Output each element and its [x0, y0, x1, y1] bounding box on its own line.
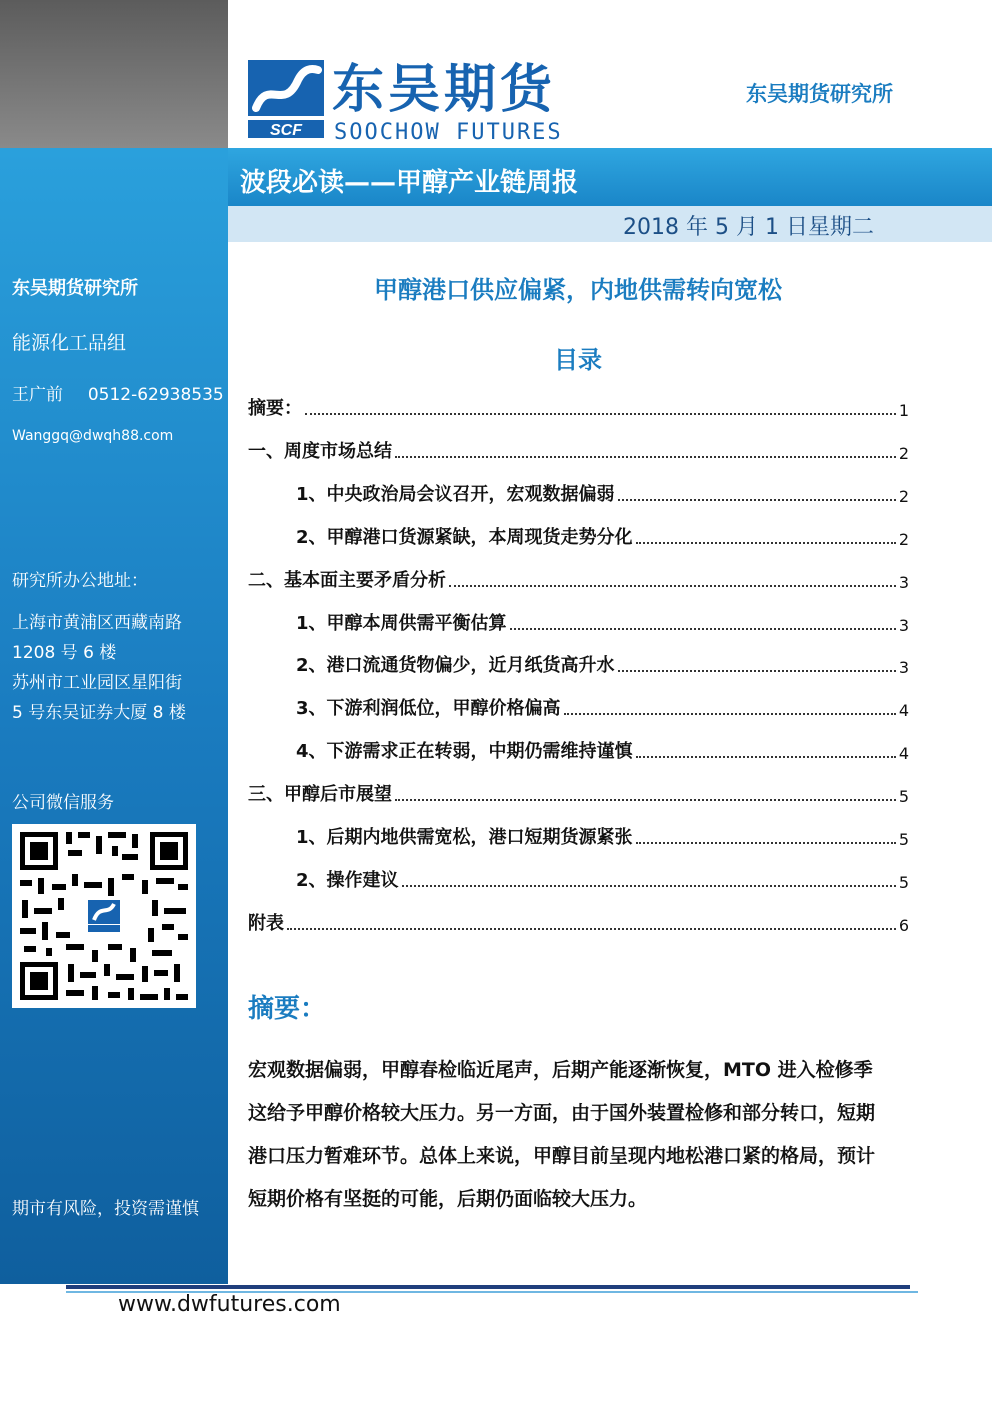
toc-item-label: 1、后期内地供需宽松，港口短期货源紧张 — [296, 827, 633, 848]
toc-item-label: 三、甲醇后市展望 — [248, 784, 392, 805]
toc-item-page: 5 — [898, 830, 909, 849]
toc-leader-dots — [618, 499, 896, 501]
toc-leader-dots — [402, 885, 896, 887]
report-date-bar — [228, 206, 992, 242]
summary-line: 短期价格有坚挺的可能，后期仍面临较大压力。 — [248, 1188, 648, 1210]
toc-item-label: 附表 — [248, 913, 284, 934]
toc-item[interactable] — [248, 394, 909, 420]
address-line: 苏州市工业园区星阳街 — [12, 673, 182, 693]
toc-leader-dots — [636, 542, 896, 544]
address-line: 1208 号 6 楼 — [12, 643, 117, 663]
risk-note: 期市有风险，投资需谨慎 — [12, 1199, 199, 1219]
toc-item[interactable] — [248, 909, 909, 935]
toc-leader-dots — [636, 756, 896, 758]
toc-item-label: 3、下游利润低位，甲醇价格偏高 — [296, 698, 561, 719]
toc-item[interactable] — [296, 651, 909, 677]
toc-item-page: 2 — [898, 487, 909, 506]
sidebar-analyst — [12, 380, 224, 405]
analyst-phone: 0512-62938535 — [87, 385, 224, 405]
toc-item-page: 5 — [898, 787, 909, 806]
toc-item[interactable] — [296, 866, 909, 892]
toc-item-page: 5 — [898, 873, 909, 892]
sidebar-group: 能源化工品组 — [12, 332, 127, 354]
header-org: 东吴期货研究所 — [746, 82, 893, 106]
company-logo — [248, 60, 588, 144]
toc-item-label: 一、周度市场总结 — [248, 441, 392, 462]
toc-item[interactable] — [296, 609, 909, 635]
logo-english-name: SOOCHOW FUTURES — [334, 120, 563, 145]
logo-mark-text: SCF — [270, 122, 302, 138]
toc-item-page: 2 — [898, 530, 909, 549]
toc-item-page: 6 — [898, 916, 909, 935]
toc-leader-dots — [510, 628, 896, 630]
toc-item-label: 2、操作建议 — [296, 870, 399, 891]
toc-title: 目录 — [554, 346, 602, 374]
toc-item-label: 2、港口流通货物偏少，近月纸货高升水 — [296, 655, 615, 676]
toc-item-page: 3 — [898, 616, 909, 635]
toc-item[interactable] — [296, 737, 909, 763]
toc-leader-dots — [618, 670, 896, 672]
toc-item-label: 1、甲醇本周供需平衡估算 — [296, 613, 507, 634]
report-date: 2018 年 5 月 1 日星期二 — [623, 215, 874, 240]
address-label: 研究所办公地址： — [12, 571, 148, 591]
toc-item-label: 4、下游需求正在转弱，中期仍需维持谨慎 — [296, 741, 633, 762]
summary-line: 港口压力暂难环节。总体上来说，甲醇目前呈现内地松港口紧的格局，预计 — [248, 1145, 876, 1167]
summary-line: 宏观数据偏弱，甲醇春检临近尾声，后期产能逐渐恢复，MTO 进入检修季 — [248, 1059, 873, 1081]
footer-url[interactable]: www.dwfutures.com — [118, 1292, 341, 1317]
toc-leader-dots — [449, 585, 896, 587]
report-title: 波段必读——甲醇产业链周报 — [240, 168, 579, 198]
toc-item-label: 摘要： — [248, 398, 302, 419]
toc-item-label: 二、基本面主要矛盾分析 — [248, 570, 446, 591]
toc-item-page: 2 — [898, 444, 909, 463]
toc-item[interactable] — [248, 437, 909, 463]
wechat-label: 公司微信服务 — [12, 793, 114, 813]
toc-item-page: 1 — [898, 401, 909, 420]
toc-item-page: 3 — [898, 658, 909, 677]
address-line: 5 号东吴证券大厦 8 楼 — [12, 703, 186, 723]
sidebar-org: 东吴期货研究所 — [12, 278, 138, 299]
report-title-bar — [228, 148, 992, 206]
toc-item-page: 3 — [898, 573, 909, 592]
summary-line: 这给予甲醇价格较大压力。另一方面，由于国外装置检修和部分转口，短期 — [248, 1102, 876, 1124]
toc-item[interactable] — [296, 823, 909, 849]
logo-chinese-name: 东吴期货 — [332, 60, 557, 120]
soochow-logo-icon — [248, 60, 324, 138]
main-title: 甲醇港口供应偏紧，内地供需转向宽松 — [374, 276, 782, 304]
toc-item-label: 1、中央政治局会议召开，宏观数据偏弱 — [296, 484, 615, 505]
toc-item[interactable] — [248, 566, 909, 592]
wechat-qr-code — [12, 824, 196, 1008]
summary-heading: 摘要： — [248, 994, 327, 1024]
toc-item-page: 4 — [898, 701, 909, 720]
toc-item[interactable] — [296, 480, 909, 506]
toc-leader-dots — [564, 713, 896, 715]
toc-item[interactable] — [296, 694, 909, 720]
toc-leader-dots — [395, 799, 896, 801]
toc-item-page: 4 — [898, 744, 909, 763]
toc-leader-dots — [305, 413, 896, 415]
toc-leader-dots — [395, 456, 896, 458]
toc-leader-dots — [287, 928, 896, 930]
analyst-email[interactable]: Wanggq@dwqh88.com — [12, 428, 174, 444]
address-line: 上海市黄浦区西藏南路 — [12, 613, 182, 633]
footer-rule — [66, 1285, 910, 1289]
toc-item[interactable] — [248, 780, 909, 806]
toc-item[interactable] — [296, 523, 909, 549]
analyst-name: 王广前 — [12, 385, 63, 405]
toc-leader-dots — [636, 842, 896, 844]
sidebar — [0, 148, 228, 1284]
toc-item-label: 2、甲醇港口货源紧缺，本周现货走势分化 — [296, 527, 633, 548]
top-left-gray-block — [0, 0, 228, 148]
